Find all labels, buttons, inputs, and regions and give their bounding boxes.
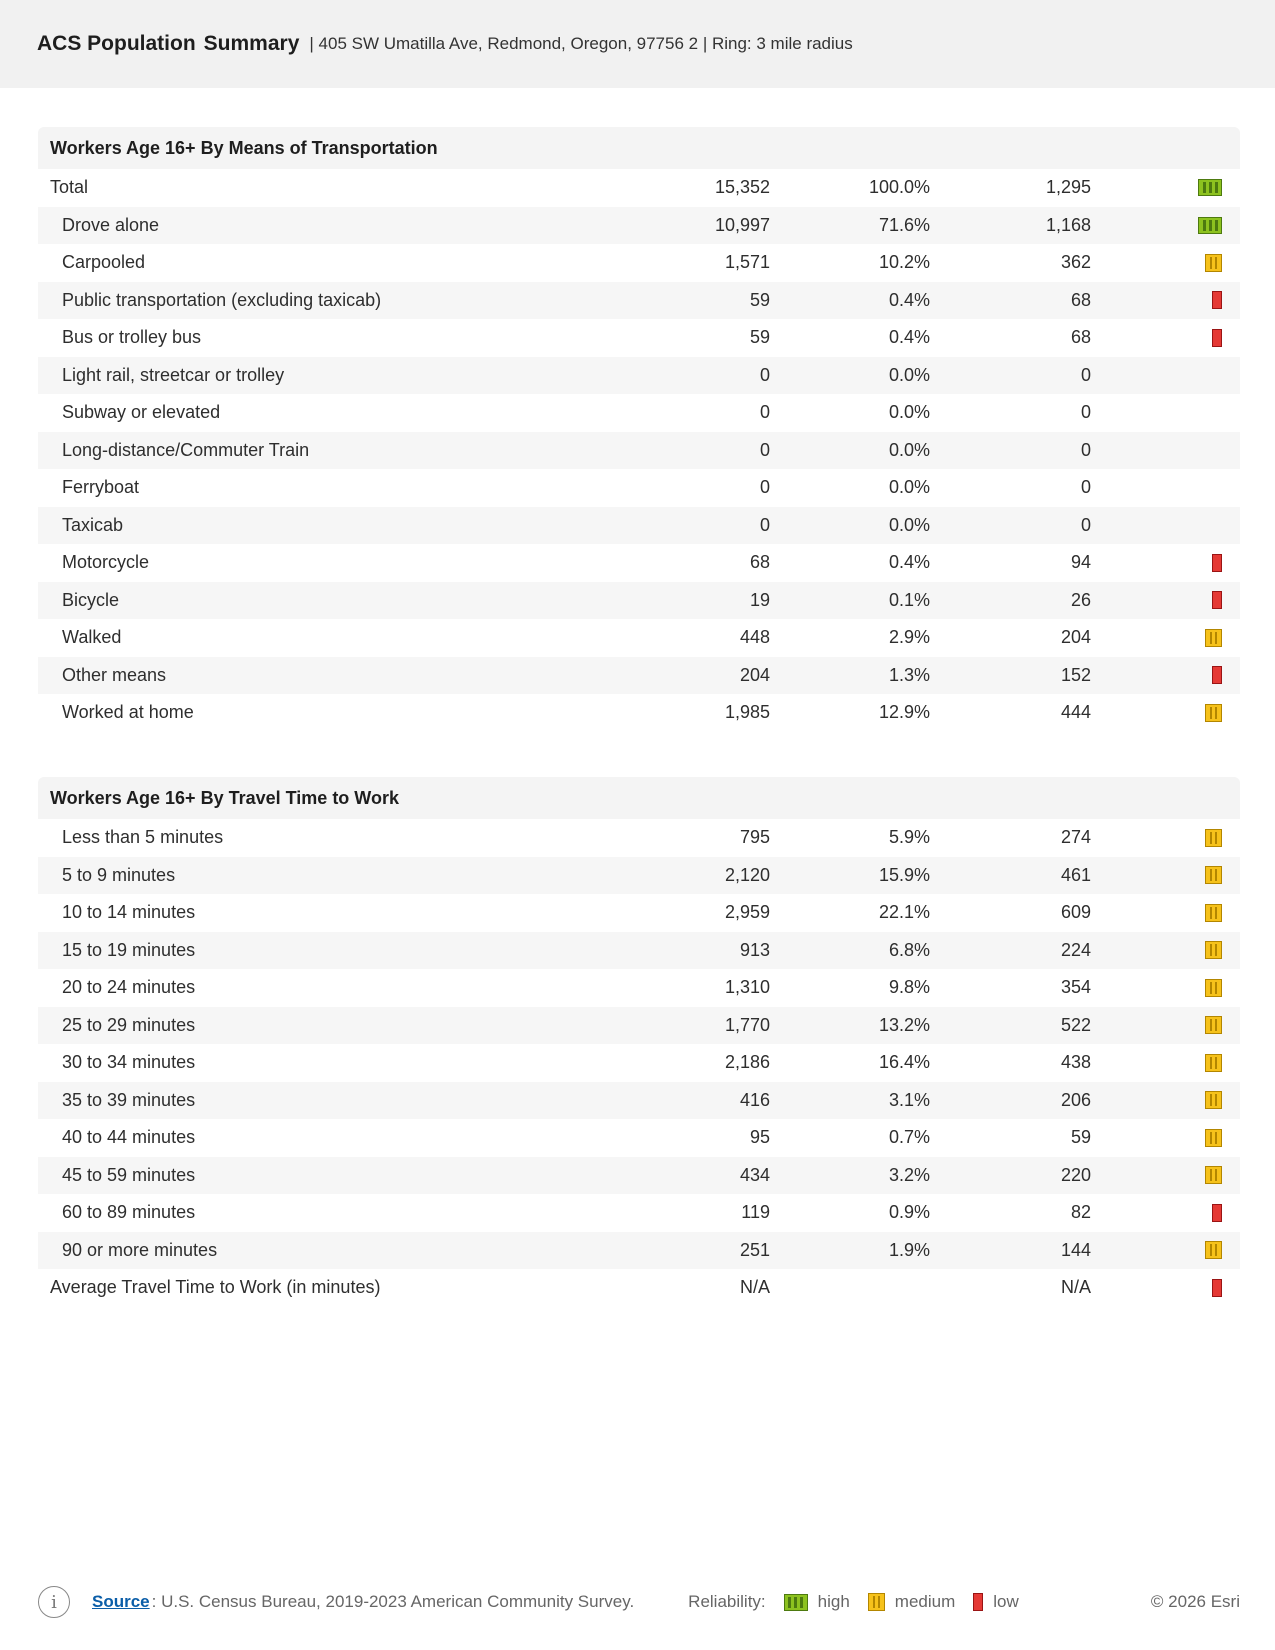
legend-low-label: low [993,1592,1019,1611]
reliability-medium-icon [868,1593,885,1611]
row-label: Less than 5 minutes [62,827,224,848]
transport-section [38,127,1240,732]
row-percent: 10.2% [878,252,930,273]
row-percent: 0.0% [888,364,930,385]
row-estimate: 1,770 [724,1014,770,1035]
row-estimate: 434 [739,1164,770,1185]
table-row [38,244,1240,282]
row-percent: 71.6% [878,214,930,235]
transport-section-title: Workers Age 16+ By Means of Transportation [38,127,1240,169]
row-moe: 206 [1060,1089,1091,1110]
reliability-medium-icon [1205,254,1222,272]
row-moe: N/A [1060,1277,1091,1298]
reliability-high-icon [1198,179,1222,196]
row-percent: 1.3% [888,664,930,685]
row-estimate: 0 [759,364,770,385]
row-label: 5 to 9 minutes [62,864,176,885]
reliability-medium-icon [1205,1016,1222,1034]
title-part1: ACS Population [37,32,196,55]
table-row [38,1119,1240,1157]
table-row [38,544,1240,582]
row-percent: 2.9% [888,627,930,648]
report-footer [38,1585,1240,1619]
row-moe: 82 [1070,1202,1091,1223]
row-estimate: 2,959 [724,902,770,923]
reliability-empty [1198,479,1222,497]
row-label: Ferryboat [62,477,140,498]
table-row [38,207,1240,245]
row-percent: 100.0% [868,177,930,198]
reliability-empty [1198,516,1222,534]
row-moe: 461 [1060,864,1091,885]
row-reliability [1091,591,1240,609]
table-row [38,1157,1240,1195]
row-reliability [1091,866,1240,884]
row-estimate: 10,997 [714,214,770,235]
table-row [38,282,1240,320]
row-label: Taxicab [62,514,124,535]
row-estimate: 95 [749,1127,770,1148]
row-reliability [1091,666,1240,684]
reliability-medium-icon [1205,866,1222,884]
row-moe: 0 [1080,477,1091,498]
table-row [38,1082,1240,1120]
row-moe: 0 [1080,402,1091,423]
row-moe: 362 [1060,252,1091,273]
table-row [38,432,1240,470]
row-percent: 6.8% [888,939,930,960]
table-row [38,1007,1240,1045]
row-percent: 13.2% [878,1014,930,1035]
row-moe: 152 [1060,664,1091,685]
row-label: Total [50,177,89,198]
row-estimate: 448 [739,627,770,648]
row-reliability [1091,704,1240,722]
reliability-medium-icon [1205,941,1222,959]
row-percent: 9.8% [888,977,930,998]
row-moe: 68 [1070,327,1091,348]
row-estimate: 59 [749,289,770,310]
report-subtitle: | 405 SW Umatilla Ave, Redmond, Oregon, 97756 2 | Ring: 3 mile radius [309,34,853,53]
reliability-medium-icon [1205,1129,1222,1147]
reliability-medium-icon [1205,904,1222,922]
table-row [38,1044,1240,1082]
row-reliability [1091,904,1240,922]
row-moe: 0 [1080,439,1091,460]
row-moe: 220 [1060,1164,1091,1185]
row-label: 45 to 59 minutes [62,1164,196,1185]
row-estimate: 1,985 [724,702,770,723]
row-moe: 0 [1080,514,1091,535]
row-label: Long-distance/Commuter Train [62,439,310,460]
reliability-medium-icon [1205,629,1222,647]
row-moe: 68 [1070,289,1091,310]
reliability-low-icon [1212,291,1222,309]
row-percent: 0.0% [888,514,930,535]
row-percent: 0.1% [888,589,930,610]
transport-table [38,169,1240,732]
row-moe: 0 [1080,364,1091,385]
legend-low [973,1592,1019,1612]
row-percent: 1.9% [888,1239,930,1260]
reliability-medium-icon [1205,1091,1222,1109]
table-row [38,694,1240,732]
row-moe: 26 [1070,589,1091,610]
row-reliability [1091,479,1240,497]
row-label: Average Travel Time to Work (in minutes) [50,1277,381,1298]
reliability-legend [688,1592,1019,1612]
table-row [38,857,1240,895]
row-estimate: 416 [739,1089,770,1110]
reliability-medium-icon [1205,829,1222,847]
row-estimate: 251 [739,1239,770,1260]
legend-high-label: high [817,1592,850,1611]
row-label: 15 to 19 minutes [62,939,196,960]
table-row [38,894,1240,932]
travel-table [38,819,1240,1307]
reliability-low-icon [1212,1204,1222,1222]
report-title [37,32,299,56]
row-reliability [1091,254,1240,272]
reliability-medium-icon [1205,979,1222,997]
row-label: Walked [62,627,122,648]
row-percent: 0.4% [888,552,930,573]
row-percent: 22.1% [878,902,930,923]
table-row [38,582,1240,620]
reliability-medium-icon [1205,1241,1222,1259]
legend-medium [868,1592,955,1612]
row-estimate: 795 [739,827,770,848]
table-row [38,819,1240,857]
info-icon[interactable]: i [38,1586,70,1618]
row-reliability [1091,1091,1240,1109]
row-reliability [1091,179,1240,196]
reliability-medium-icon [1205,704,1222,722]
reliability-high-icon [1198,217,1222,234]
row-reliability [1091,979,1240,997]
row-label: Motorcycle [62,552,150,573]
table-row [38,469,1240,507]
row-percent: 0.7% [888,1127,930,1148]
row-reliability [1091,829,1240,847]
travel-section-title: Workers Age 16+ By Travel Time to Work [38,777,1240,819]
table-row [38,1269,1240,1307]
source-text: : U.S. Census Bureau, 2019-2023 American Community Survey. [151,1592,635,1611]
row-label: Other means [62,664,167,685]
row-percent: 0.0% [888,477,930,498]
row-estimate: 913 [739,939,770,960]
source-link[interactable]: Source [92,1592,150,1611]
row-reliability [1091,329,1240,347]
row-reliability [1091,441,1240,459]
row-estimate: 0 [759,477,770,498]
row-percent: 16.4% [878,1052,930,1073]
reliability-low-icon [1212,591,1222,609]
reliability-low-icon [1212,666,1222,684]
row-moe: 438 [1060,1052,1091,1073]
row-moe: 204 [1060,627,1091,648]
row-estimate: 15,352 [714,177,770,198]
table-row [38,1232,1240,1270]
row-moe: 274 [1060,827,1091,848]
row-moe: 1,295 [1045,177,1091,198]
row-label: 30 to 34 minutes [62,1052,196,1073]
row-moe: 609 [1060,902,1091,923]
row-label: 35 to 39 minutes [62,1089,196,1110]
row-estimate: 0 [759,439,770,460]
row-reliability [1091,404,1240,422]
row-moe: 354 [1060,977,1091,998]
row-estimate: 1,310 [724,977,770,998]
row-percent: 0.4% [888,327,930,348]
reliability-medium-icon [1205,1054,1222,1072]
row-reliability [1091,1129,1240,1147]
row-estimate: 2,186 [724,1052,770,1073]
row-reliability [1091,941,1240,959]
reliability-medium-icon [1205,1166,1222,1184]
report-header [0,0,1275,88]
row-percent: 5.9% [888,827,930,848]
row-estimate: 204 [739,664,770,685]
row-moe: 522 [1060,1014,1091,1035]
row-estimate: 0 [759,514,770,535]
legend-medium-label: medium [894,1592,956,1611]
row-reliability [1091,366,1240,384]
row-moe: 224 [1060,939,1091,960]
title-part2: Summary [203,32,300,55]
row-reliability [1091,554,1240,572]
row-percent: 0.0% [888,439,930,460]
row-moe: 1,168 [1045,214,1091,235]
reliability-label: Reliability: [688,1592,766,1611]
table-row [38,1194,1240,1232]
row-estimate: 68 [749,552,770,573]
row-reliability [1091,1016,1240,1034]
row-label: Light rail, streetcar or trolley [62,364,285,385]
table-row [38,319,1240,357]
table-row [38,619,1240,657]
row-reliability [1091,1204,1240,1222]
row-label: 40 to 44 minutes [62,1127,196,1148]
row-reliability [1091,1279,1240,1297]
row-reliability [1091,217,1240,234]
row-moe: 59 [1070,1127,1091,1148]
table-row [38,507,1240,545]
reliability-empty [1198,404,1222,422]
travel-section [38,777,1240,1307]
row-percent: 12.9% [878,702,930,723]
row-estimate: 1,571 [724,252,770,273]
row-label: 60 to 89 minutes [62,1202,196,1223]
row-label: Public transportation (excluding taxicab) [62,289,382,310]
reliability-low-icon [1212,554,1222,572]
legend-high [784,1592,850,1612]
table-row [38,932,1240,970]
reliability-empty [1198,441,1222,459]
row-label: Carpooled [62,252,146,273]
row-label: 20 to 24 minutes [62,977,196,998]
row-reliability [1091,1241,1240,1259]
row-estimate: 119 [741,1202,770,1223]
row-moe: 444 [1060,702,1091,723]
row-label: Bus or trolley bus [62,327,202,348]
row-label: 10 to 14 minutes [62,902,196,923]
row-label: 90 or more minutes [62,1239,218,1260]
row-label: Worked at home [62,702,194,723]
row-percent: 3.2% [888,1164,930,1185]
reliability-high-icon [784,1594,808,1611]
table-row [38,657,1240,695]
row-percent: 3.1% [888,1089,930,1110]
row-estimate: 19 [749,589,770,610]
row-reliability [1091,1054,1240,1072]
row-percent: 0.9% [888,1202,930,1223]
row-label: Subway or elevated [62,402,221,423]
row-reliability [1091,1166,1240,1184]
row-estimate: N/A [739,1277,770,1298]
reliability-low-icon [1212,1279,1222,1297]
row-percent: 15.9% [878,864,930,885]
row-estimate: 0 [759,402,770,423]
row-reliability [1091,629,1240,647]
row-estimate: 59 [749,327,770,348]
reliability-empty [1198,366,1222,384]
row-percent: 0.0% [888,402,930,423]
reliability-low-icon [973,1593,983,1611]
table-row [38,394,1240,432]
row-label: Drove alone [62,214,160,235]
table-row [38,357,1240,395]
table-row [38,169,1240,207]
row-percent: 0.4% [888,289,930,310]
row-estimate: 2,120 [724,864,770,885]
row-reliability [1091,291,1240,309]
row-moe: 144 [1060,1239,1091,1260]
row-label: Bicycle [62,589,120,610]
row-reliability [1091,516,1240,534]
row-label: 25 to 29 minutes [62,1014,196,1035]
copyright: © 2026 Esri [1150,1592,1240,1611]
table-row [38,969,1240,1007]
reliability-low-icon [1212,329,1222,347]
row-moe: 94 [1070,552,1091,573]
